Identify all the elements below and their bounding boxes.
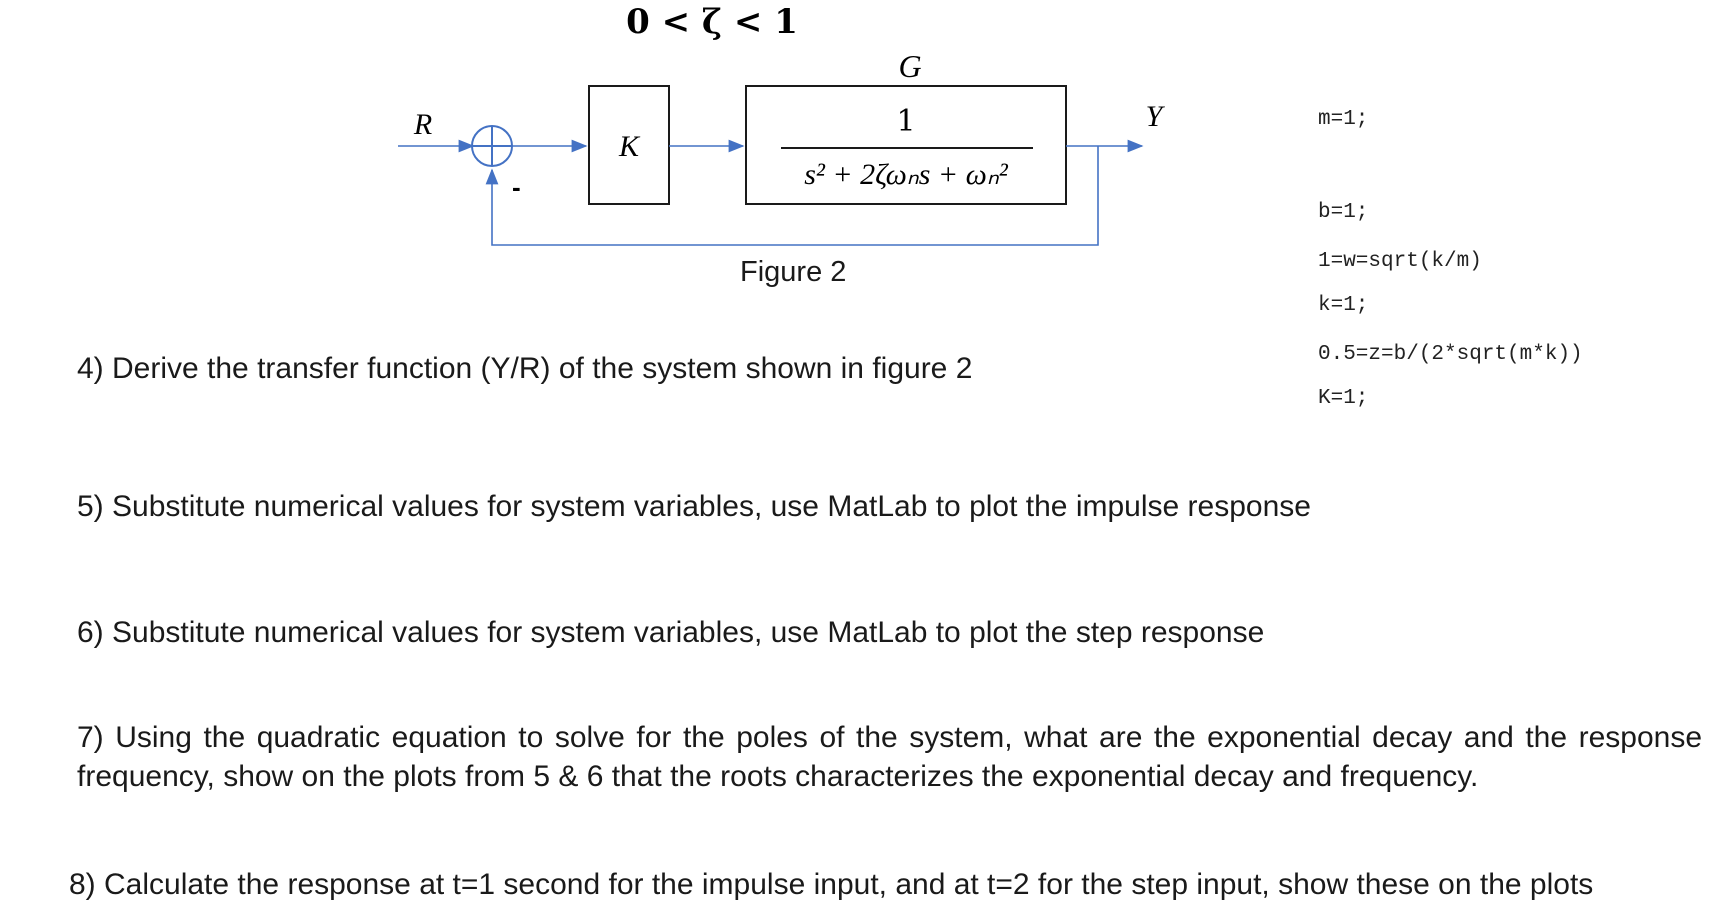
question-7: 7) Using the quadratic equation to solve for the poles of the system, what are the exponential decay and the response frequency, show on the plots from 5 & 6 that the roots characterizes the exponential decay and frequency. — [77, 721, 1702, 793]
zeta-condition: 0 < ζ < 1 — [626, 2, 798, 42]
code-line: b=1; — [1318, 201, 1369, 224]
question-5: 5) Substitute numerical values for system variables, use MatLab to plot the impulse response — [77, 490, 1311, 523]
feedback-sign: - — [512, 172, 521, 202]
plant-label: G — [898, 48, 922, 84]
plant-denominator: s² + 2ζωₙs + ωₙ² — [804, 158, 1008, 191]
output-label: Y — [1145, 100, 1163, 133]
code-line: k=1; — [1318, 294, 1369, 317]
figure-caption: Figure 2 — [740, 256, 847, 288]
question-4: 4) Derive the transfer function (Y/R) of the system shown in figure 2 — [77, 352, 973, 385]
summing-junction — [472, 126, 512, 166]
input-label: R — [413, 108, 433, 141]
controller-label: K — [618, 130, 640, 163]
formula-definitions — [1318, 184, 1583, 401]
question-8: 8) Calculate the response at t=1 second for the impulse input, and at t=2 for the step input, show these on the plots — [69, 868, 1594, 901]
question-6: 6) Substitute numerical values for system variables, use MatLab to plot the step response — [77, 616, 1265, 649]
code-line: m=1; — [1318, 108, 1369, 131]
code-formula: 0.5=z=b/(2*sqrt(m*k)) — [1318, 343, 1583, 366]
code-formula: 1=w=sqrt(k/m) — [1318, 250, 1482, 273]
code-line: K=1; — [1318, 387, 1369, 410]
plant-numerator: 1 — [896, 104, 916, 139]
